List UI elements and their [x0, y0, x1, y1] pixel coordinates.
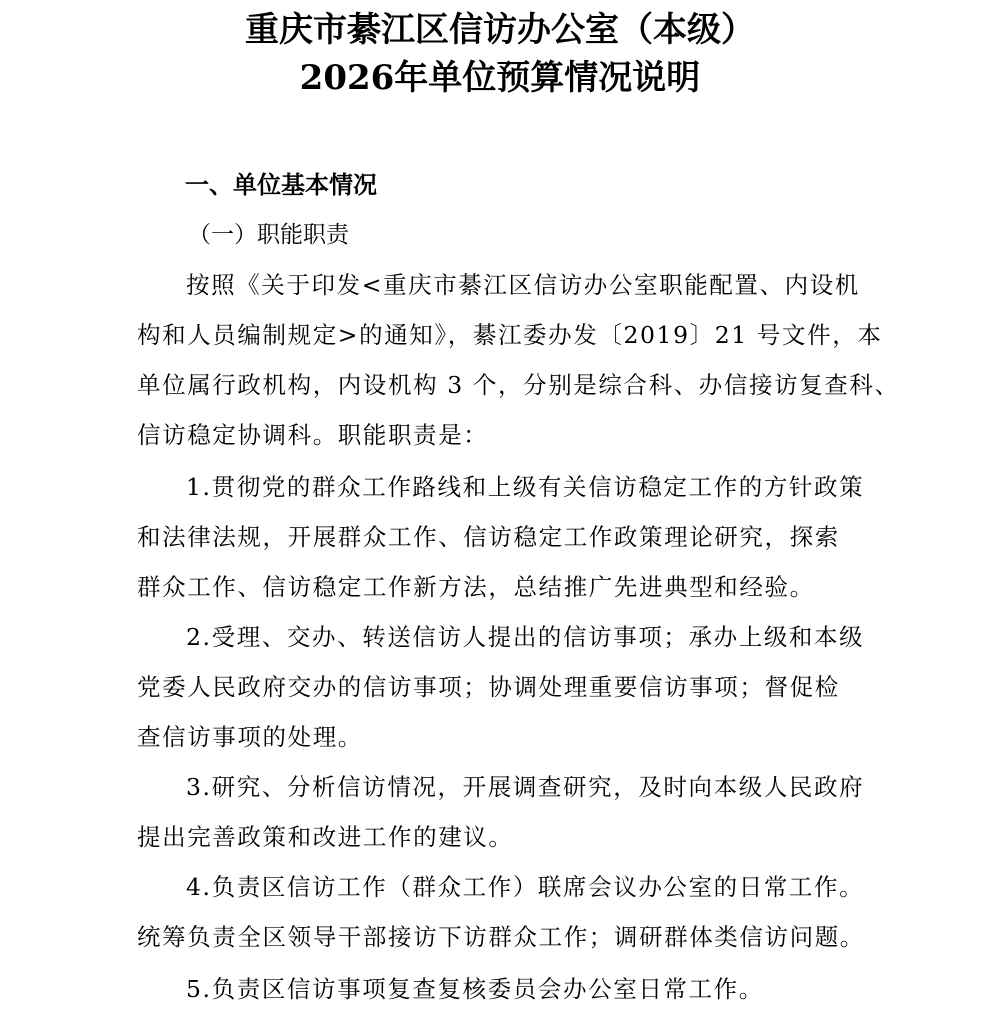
duty-item-3-line: 提出完善政策和改进工作的建议。: [137, 823, 514, 851]
paragraph-line: 按照《关于印发<重庆市綦江区信访办公室职能配置、内设机: [186, 271, 860, 299]
duty-item-2-line: 党委人民政府交办的信访事项；协调处理重要信访事项；督促检: [137, 673, 840, 701]
section-heading-basic-info: 一、单位基本情况: [185, 171, 377, 199]
duty-item-4-line: 4.负责区信访工作（群众工作）联席会议办公室的日常工作。: [186, 873, 865, 901]
duty-item-5-line: 5.负责区信访事项复查复核委员会办公室日常工作。: [186, 975, 764, 1003]
document-title-line-2: 2026年单位预算情况说明: [299, 58, 701, 98]
subsection-heading-functions: （一）职能职责: [188, 222, 349, 248]
document-title-line-1: 重庆市綦江区信访办公室（本级）: [245, 10, 755, 50]
duty-item-2-line: 2.受理、交办、转送信访人提出的信访事项；承办上级和本级: [186, 623, 865, 651]
paragraph-line: 构和人员编制规定>的通知》，綦江委办发〔2019〕21 号文件，本: [137, 321, 883, 349]
paragraph-line: 单位属行政机构，内设机构 3 个，分别是综合科、办信接访复查科、: [137, 371, 900, 399]
duty-item-3-line: 3.研究、分析信访情况，开展调查研究，及时向本级人民政府: [186, 773, 865, 801]
paragraph-line: 信访稳定协调科。职能职责是：: [137, 421, 489, 449]
duty-item-4-line: 统筹负责全区领导干部接访下访群众工作；调研群体类信访问题。: [137, 923, 865, 951]
duty-item-2-line: 查信访事项的处理。: [137, 723, 363, 751]
duty-item-1-line: 和法律法规，开展群众工作、信访稳定工作政策理论研究，探索: [137, 523, 840, 551]
duty-item-1-line: 群众工作、信访稳定工作新方法，总结推广先进典型和经验。: [137, 573, 815, 601]
duty-item-1-line: 1.贯彻党的群众工作路线和上级有关信访稳定工作的方针政策: [186, 473, 865, 501]
